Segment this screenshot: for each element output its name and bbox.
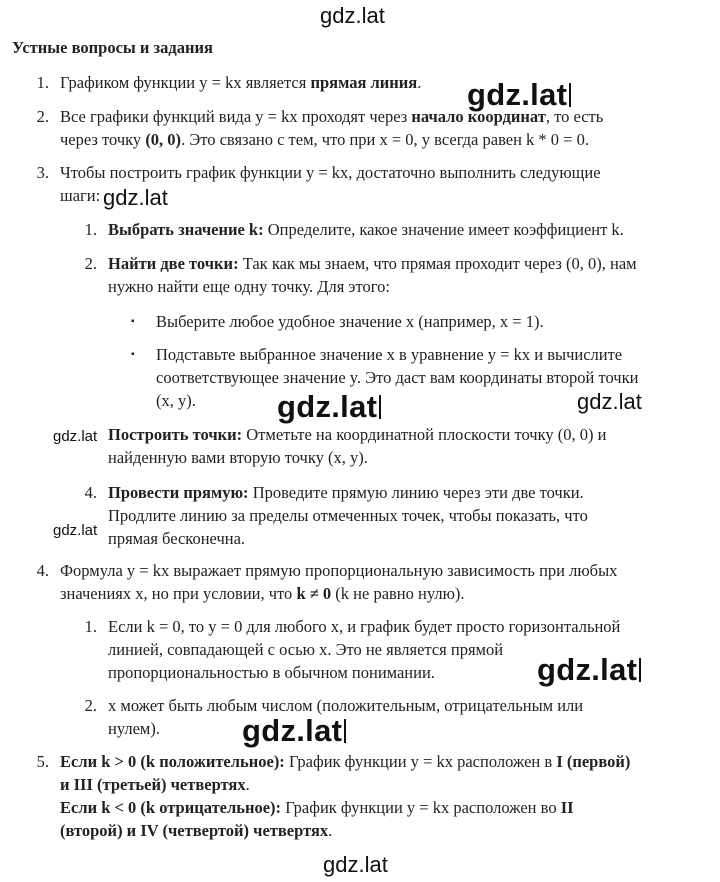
text-line <box>60 796 630 819</box>
watermark: gdz.lat <box>323 852 388 877</box>
question-number: 5. <box>36 752 49 771</box>
text-line: Формула y = kx выражает прямую пропорциональную зависимость при любых <box>60 561 618 580</box>
question-text <box>60 559 617 605</box>
watermark: gdz.lat <box>467 83 571 107</box>
step-number: 2. <box>84 254 97 273</box>
question-text <box>60 71 421 94</box>
text-run: График функции y = kx расположен во <box>281 798 561 817</box>
text-run: . <box>245 775 250 794</box>
text-run: (k не равно нулю). <box>331 584 465 603</box>
text-line <box>108 423 606 446</box>
question-number: 4. <box>36 561 49 580</box>
text-run: Отметьте на координатной плоскости точку (0, 0) и <box>242 425 607 444</box>
text-run: . <box>417 73 422 92</box>
text-run: значениях x, но при условии, что <box>60 584 297 603</box>
text-run: , то есть <box>545 107 604 126</box>
text-line: нулем). <box>108 719 160 738</box>
text-line: прямая бесконечна. <box>108 529 246 548</box>
text-line <box>108 252 637 275</box>
watermark: gdz.lat <box>277 395 381 419</box>
text-line: Если k = 0, то y = 0 для любого x, и график будет просто горизонтальной <box>108 617 621 636</box>
bold-term: Провести прямую: <box>108 483 249 502</box>
text-run: Определите, какое значение имеет коэффициент k. <box>263 220 624 239</box>
step-number: 1. <box>84 617 97 636</box>
text-line <box>108 481 588 504</box>
bold-term: II <box>560 798 574 817</box>
step-text <box>108 252 637 298</box>
text-line: Чтобы построить график функции y = kx, достаточно выполнить следующие <box>60 163 601 182</box>
text-line: Подставьте выбранное значение x в уравнение y = kx и вычислите <box>156 345 623 364</box>
question-number: 1. <box>36 73 49 92</box>
text-line: (x, y). <box>156 391 196 410</box>
text-run: . Это связано с тем, что при x = 0, y всегда равен k * 0 = 0. <box>181 130 589 149</box>
question-number: 3. <box>36 163 49 182</box>
bold-term: и III (третьей) четвертях <box>60 775 246 794</box>
bullet-text: Выберите любое удобное значение x (например, x = 1). <box>156 312 544 331</box>
text-line: Продлите линию за пределы отмеченных точек, чтобы показать, что <box>108 506 588 525</box>
text-line <box>60 128 603 151</box>
step-text <box>108 481 588 550</box>
text-run: Графиком функции y = kx является <box>60 73 311 92</box>
text-line: найденную вами вторую точку (x, y). <box>108 448 368 467</box>
text-line: x может быть любым числом (положительным, отрицательным или <box>108 696 584 715</box>
watermark: gdz.lat <box>103 185 168 210</box>
bold-term: прямая линия <box>310 73 418 92</box>
bold-term: Найти две точки: <box>108 254 239 273</box>
text-run: График функции y = kx расположен в <box>284 752 557 771</box>
bold-term: Если k < 0 (k отрицательное): <box>60 798 282 817</box>
text-line <box>60 773 630 796</box>
bold-term: (0, 0) <box>145 130 182 149</box>
watermark: gdz.lat <box>242 719 346 743</box>
text-line: шаги: <box>60 186 101 205</box>
bullet-icon: ▪ <box>131 316 135 327</box>
watermark: gdz.lat <box>577 389 642 414</box>
text-run: Так как мы знаем, что прямая проходит через (0, 0), нам <box>238 254 637 273</box>
bold-term: Построить точки: <box>108 425 243 444</box>
step-number: 4. <box>84 483 97 502</box>
step-text <box>108 423 606 469</box>
text-run: Проведите прямую линию через эти две точки. <box>248 483 584 502</box>
step-number: 2. <box>84 696 97 715</box>
bold-term: I (первой) <box>556 752 631 771</box>
text-line: пропорциональностью в обычном понимании. <box>108 663 435 682</box>
text-line: соответствующее значение y. Это даст вам координаты второй точки <box>156 368 639 387</box>
watermark: gdz.lat <box>537 658 641 682</box>
text-line <box>60 750 630 773</box>
watermark: gdz.lat <box>53 425 97 448</box>
bold-term: k ≠ 0 <box>296 584 332 603</box>
bold-term: начало координат <box>411 107 546 126</box>
bold-term: (второй) и IV (четвертой) четвертях <box>60 821 329 840</box>
text-run: через точку <box>60 130 146 149</box>
bullet-icon: ▪ <box>131 349 135 360</box>
text-line <box>60 582 617 605</box>
question-text <box>60 750 630 842</box>
bold-term: Выбрать значение k: <box>108 220 264 239</box>
text-line: нужно найти еще одну точку. Для этого: <box>108 277 390 296</box>
step-number: 1. <box>84 220 97 239</box>
text-line <box>60 819 630 842</box>
section-heading: Устные вопросы и задания <box>12 38 213 57</box>
step-text <box>108 218 624 241</box>
watermark: gdz.lat <box>53 522 98 539</box>
text-run: . <box>328 821 333 840</box>
bold-term: Если k > 0 (k положительное): <box>60 752 285 771</box>
watermark: gdz.lat <box>320 3 385 28</box>
question-number: 2. <box>36 107 49 126</box>
bullet-text <box>156 343 638 412</box>
text-run: Все графики функций вида y = kx проходят через <box>60 107 412 126</box>
text-line: линией, совпадающей с осью x. Это не является прямой <box>108 640 504 659</box>
